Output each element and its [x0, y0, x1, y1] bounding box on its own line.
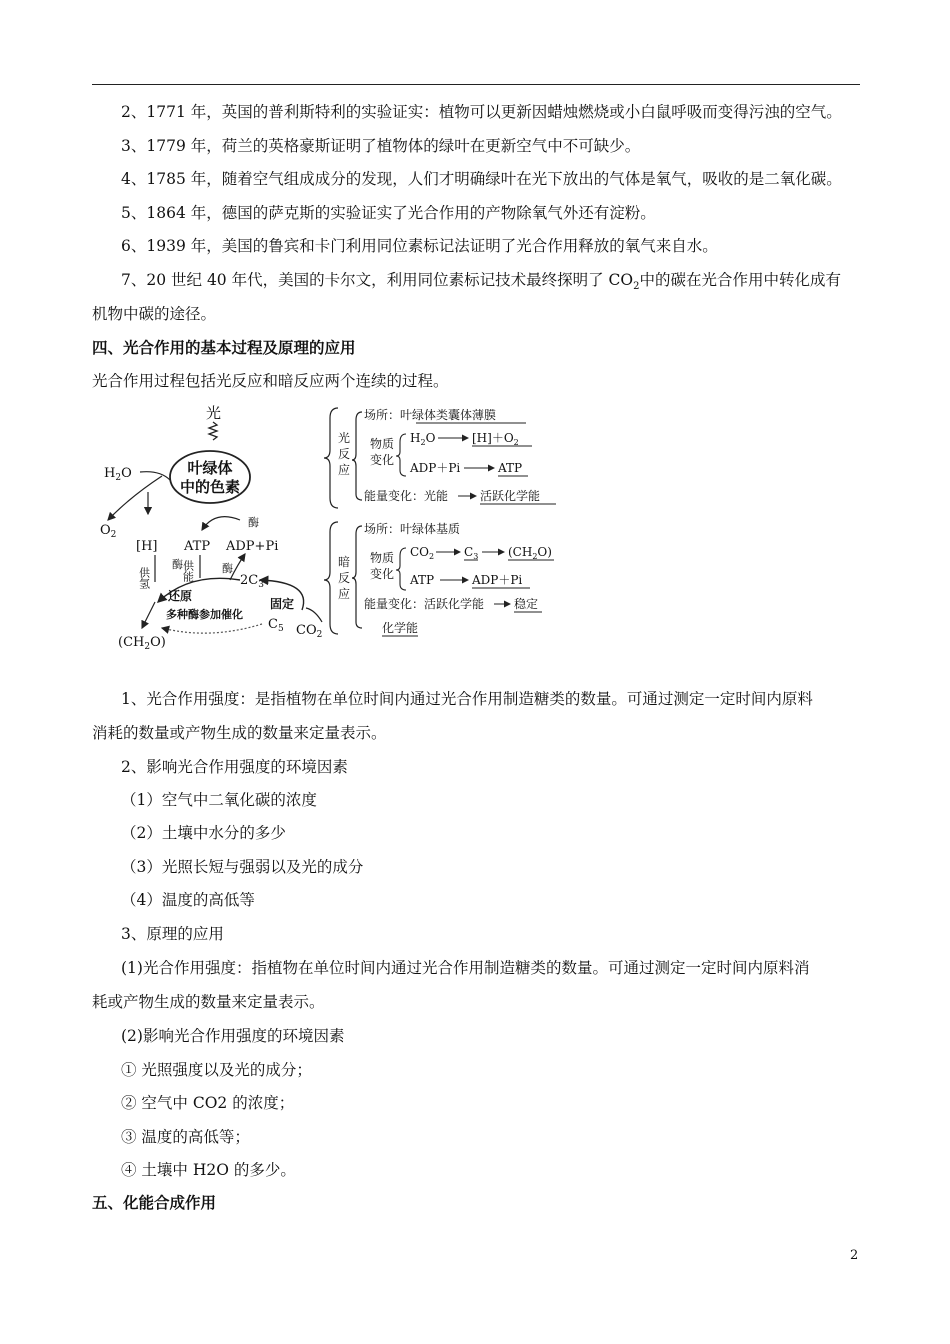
body-line-1: 1、光合作用强度：是指植物在单位时间内通过光合作用制造糖类的数量。可通过测定一定时间内原料	[121, 690, 813, 708]
dr-eq2-a: ATP	[410, 573, 435, 587]
history-item-3: 3、1779 年，荷兰的英格豪斯证明了植物体的绿叶在更新空气中不可缺少。	[121, 137, 641, 155]
enzyme-2: 酶	[172, 558, 183, 571]
lr-place: 场所：叶绿体类囊体薄膜	[364, 408, 497, 422]
history-item-7-cont: 机物中碳的途径。	[92, 305, 217, 323]
header-rule	[92, 84, 860, 85]
dr-energy-b: 稳定	[514, 597, 539, 611]
history-item-4: 4、1785 年，随着空气组成成分的发现，人们才明确绿叶在光下放出的气体是氧气，吸收的是二氧化碳。	[121, 170, 842, 188]
body-line-4: （1）空气中二氧化碳的浓度	[121, 791, 317, 809]
lr-eq1-b: $[H]+O_2$	[472, 431, 519, 447]
dr-matter-1: 物质	[370, 551, 395, 565]
dr-energy-a: 能量变化：活跃化学能	[364, 597, 485, 611]
dr-eq1-a: $CO_2$	[410, 545, 435, 561]
ch2o-label: $(CH_2O)$	[118, 635, 166, 652]
dark-reaction-char-3: 应	[338, 587, 351, 601]
body-line-8: 3、原理的应用	[121, 925, 224, 943]
body-line-15: ④ 土壤中 H2O 的多少。	[121, 1161, 296, 1179]
light-reaction-brace	[324, 408, 338, 508]
c3-label: $2C_3$	[240, 573, 264, 590]
c5-label: $C_5$	[268, 617, 284, 634]
dr-eq2-b: ADP＋Pi	[472, 573, 523, 587]
page-number: 2	[850, 1248, 859, 1263]
history-item-2: 2、1771 年，英国的普利斯特利的实验证实：植物可以更新因蜡烛燃烧或小白鼠呼吸而变得污浊的空气。	[121, 103, 842, 121]
light-wave-icon	[209, 422, 217, 440]
section-4-intro: 光合作用过程包括光反应和暗反应两个连续的过程。	[92, 372, 449, 390]
supply-h-label: 供氢	[137, 567, 151, 589]
history-item-5: 5、1864 年，德国的萨克斯的实验证实了光合作用的产物除氧气外还有淀粉。	[121, 204, 656, 222]
lr-eq2-b: ATP	[498, 461, 523, 475]
section-4-heading: 四、光合作用的基本过程及原理的应用	[92, 339, 356, 357]
light-reaction-char-1: 光	[338, 431, 351, 445]
body-line-12: ① 光照强度以及光的成分；	[121, 1061, 312, 1079]
body-line-14: ③ 温度的高低等；	[121, 1128, 250, 1146]
light-reaction-char-3: 应	[338, 463, 351, 477]
photosynthesis-diagram	[100, 402, 570, 660]
body-line-5: （2）土壤中水分的多少	[121, 824, 286, 842]
o2-label: $O_2$	[100, 523, 117, 540]
body-line-10: 耗或产物生成的数量来定量表示。	[92, 993, 325, 1011]
h-label: [H]	[136, 539, 158, 554]
dark-reaction-brace	[324, 522, 338, 634]
light-label: 光	[206, 404, 222, 422]
enzyme-3: 酶	[222, 562, 233, 575]
body-line-9: (1)光合作用强度：指植物在单位时间内通过光合作用制造糖类的数量。可通过测定一定时间内原料消	[121, 959, 810, 977]
atp-label: ATP	[184, 539, 211, 554]
adp-label: ADP+Pi	[226, 539, 279, 554]
multi-enzyme-label: 多种酶参加催化	[166, 608, 243, 621]
history-item-7: 7、20 世纪 40 年代，美国的卡尔文，利用同位素标记技术最终探明了 $CO_2$中的碳在光合作用中转化成有	[121, 271, 841, 293]
lr-energy-a: 能量变化：光能	[364, 489, 449, 503]
body-line-7: （4）温度的高低等	[121, 891, 255, 909]
dr-eq1-c: $(CH_2O)$	[508, 545, 552, 561]
light-reaction-char-2: 反	[338, 447, 351, 461]
h2o-label: $H_2O$	[104, 466, 132, 483]
lr-matter-2: 变化	[370, 453, 395, 467]
co2-label: $CO_2$	[296, 623, 323, 640]
lr-eq2-a: ADP＋Pi	[410, 461, 461, 475]
dr-energy-c: 化学能	[382, 621, 419, 635]
section-5-heading: 五、化能合成作用	[92, 1194, 217, 1212]
fix-label: 固定	[270, 597, 295, 611]
body-line-13: ② 空气中 CO2 的浓度；	[121, 1094, 295, 1112]
pigment-label-1: 叶绿体	[187, 459, 233, 477]
dr-eq1-b: $C_3$	[464, 545, 479, 561]
reduce-label: 还原	[168, 589, 193, 603]
body-line-2: 消耗的数量或产物生成的数量来定量表示。	[92, 724, 387, 742]
body-line-3: 2、影响光合作用强度的环境因素	[121, 758, 348, 776]
history-item-6: 6、1939 年，美国的鲁宾和卡门利用同位素标记法证明了光合作用释放的氧气来自水。	[121, 237, 718, 255]
lr-eq1-a: $H_2O$	[410, 431, 436, 447]
body-line-6: （3）光照长短与强弱以及光的成分	[121, 858, 364, 876]
dark-reaction-char-2: 反	[338, 571, 351, 585]
supply-energy-label: 供能	[181, 560, 195, 582]
body-line-11: (2)影响光合作用强度的环境因素	[121, 1027, 345, 1045]
dr-place: 场所：叶绿体基质	[364, 522, 461, 536]
lr-energy-b: 活跃化学能	[480, 489, 541, 503]
pigment-label-2: 中的色素	[179, 478, 241, 496]
lr-matter-1: 物质	[370, 437, 395, 451]
enzyme-1: 酶	[248, 516, 259, 529]
dr-matter-2: 变化	[370, 567, 395, 581]
dark-reaction-char-1: 暗	[338, 555, 351, 569]
